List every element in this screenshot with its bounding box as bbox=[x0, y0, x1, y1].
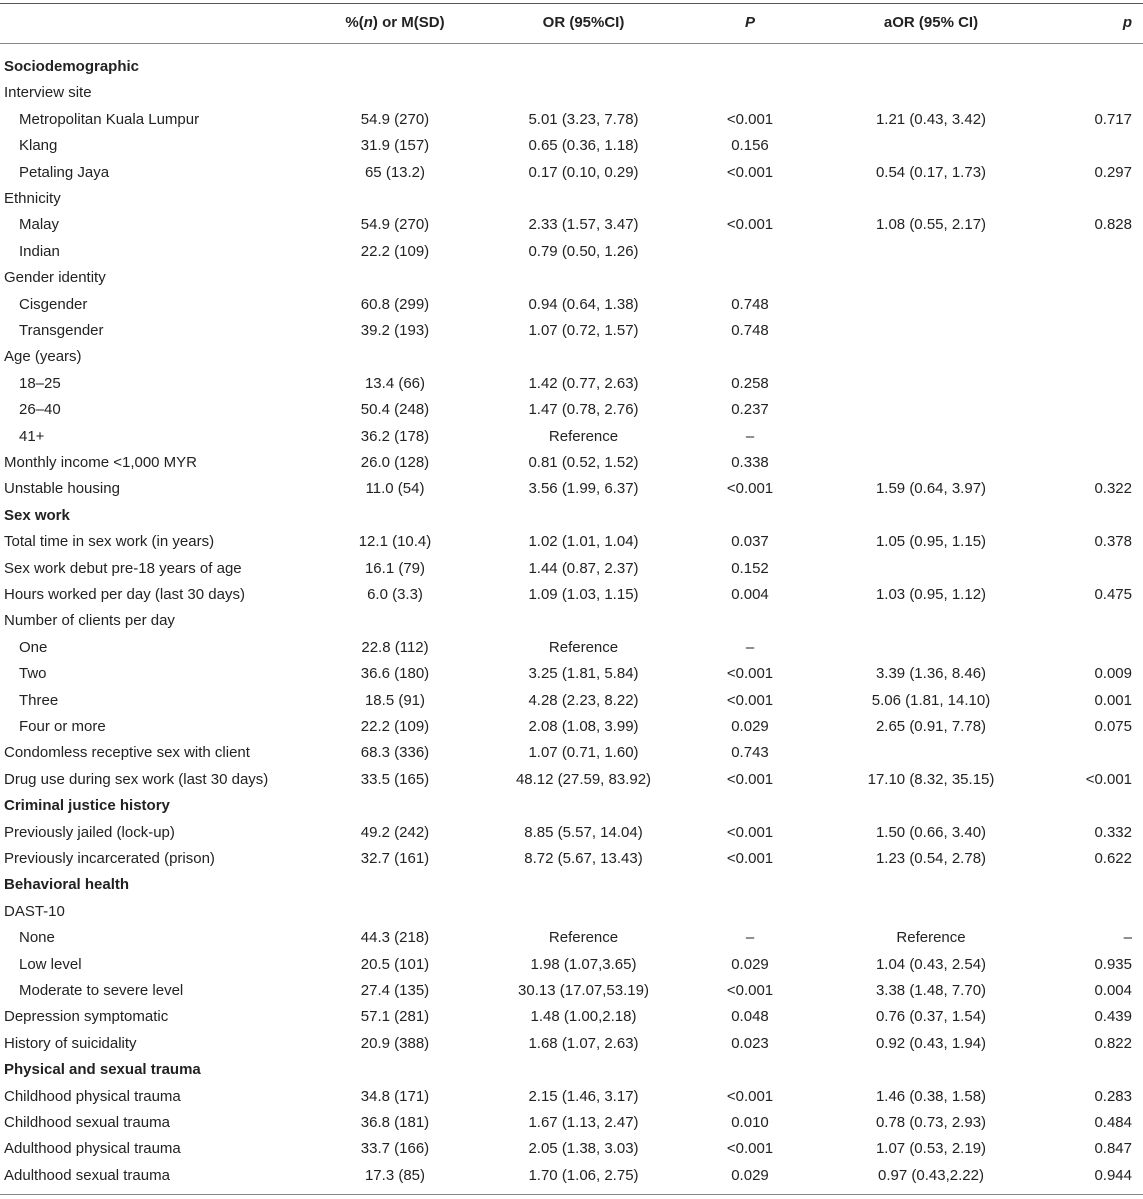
header-p-value: P bbox=[744, 14, 755, 31]
cell-or-ci: 2.15 (1.46, 3.17) bbox=[528, 1087, 639, 1105]
cell-aor-ci: 3.38 (1.48, 7.70) bbox=[875, 982, 987, 999]
cell-p-value: 0.748 bbox=[731, 322, 769, 339]
table-row bbox=[0, 476, 1143, 502]
cell-percent-n: 12.1 (10.4) bbox=[358, 533, 432, 551]
cell-percent-n: 36.6 (180) bbox=[360, 665, 430, 683]
cell-p-value: <0.001 bbox=[726, 665, 774, 683]
section-header-row bbox=[0, 503, 1143, 529]
cell-or-ci: Reference bbox=[548, 929, 619, 947]
cell-aor-ci: 0.76 (0.37, 1.54) bbox=[875, 1008, 987, 1026]
cell-p-value: 0.237 bbox=[731, 401, 769, 419]
row-label: Klang bbox=[19, 137, 58, 155]
table-row bbox=[0, 133, 1143, 159]
cell-aor-ci: 1.08 (0.55, 2.17) bbox=[875, 216, 987, 234]
cell-percent-n: 44.3 (218) bbox=[360, 929, 430, 947]
cell-percent-n: 36.2 (178) bbox=[360, 427, 430, 445]
row-label: Drug use during sex work (last 30 days) bbox=[4, 770, 269, 788]
table-row bbox=[0, 529, 1143, 555]
cell-or-ci: 1.98 (1.07,3.65) bbox=[530, 955, 637, 973]
table-row bbox=[0, 186, 1143, 212]
table-row bbox=[0, 107, 1143, 133]
row-label: Monthly income <1,000 MYR bbox=[4, 454, 198, 471]
row-label: Number of clients per day bbox=[4, 612, 175, 630]
cell-or-ci: 1.42 (0.77, 2.63) bbox=[528, 374, 639, 392]
table-row bbox=[0, 608, 1143, 634]
cell-or-ci: 48.12 (27.59, 83.92) bbox=[515, 770, 652, 788]
cell-adjusted-p: 0.717 bbox=[1094, 110, 1132, 128]
cell-or-ci: 8.72 (5.67, 13.43) bbox=[524, 850, 643, 867]
cell-or-ci: Reference bbox=[548, 638, 619, 656]
table-row bbox=[0, 212, 1143, 238]
cell-p-value: <0.001 bbox=[726, 823, 774, 841]
cell-percent-n: 34.8 (171) bbox=[360, 1087, 430, 1105]
cell-or-ci: Reference bbox=[548, 427, 619, 445]
cell-adjusted-p: 0.332 bbox=[1094, 823, 1132, 841]
cell-percent-n: 26.0 (128) bbox=[360, 454, 430, 471]
cell-or-ci: 1.09 (1.03, 1.15) bbox=[528, 586, 639, 603]
cell-p-value: 0.258 bbox=[731, 374, 769, 392]
header-rule bbox=[0, 43, 1143, 44]
header-percent-suffix: ) or M(SD) bbox=[372, 14, 445, 31]
cell-adjusted-p: – bbox=[1123, 929, 1132, 947]
row-label: Condomless receptive sex with client bbox=[4, 744, 250, 762]
cell-p-value: 0.152 bbox=[731, 559, 769, 577]
cell-or-ci: 0.79 (0.50, 1.26) bbox=[528, 242, 639, 260]
row-label: Hours worked per day (last 30 days) bbox=[4, 586, 245, 603]
row-label: 26–40 bbox=[19, 401, 61, 419]
cell-p-value: 0.338 bbox=[731, 454, 769, 471]
cell-or-ci: 1.48 (1.00,2.18) bbox=[530, 1008, 637, 1026]
cell-aor-ci: 5.06 (1.81, 14.10) bbox=[871, 691, 991, 709]
table-row bbox=[0, 767, 1143, 793]
cell-p-value: <0.001 bbox=[726, 850, 774, 867]
cell-aor-ci: 3.39 (1.36, 8.46) bbox=[875, 665, 987, 683]
table-row bbox=[0, 1004, 1143, 1030]
cell-aor-ci: 1.50 (0.66, 3.40) bbox=[875, 823, 987, 841]
table-row bbox=[0, 265, 1143, 291]
table-row bbox=[0, 80, 1143, 106]
cell-aor-ci: 1.59 (0.64, 3.97) bbox=[875, 480, 987, 498]
row-label: Transgender bbox=[19, 322, 104, 339]
cell-p-value: 0.029 bbox=[731, 1166, 769, 1184]
table-top-rule bbox=[0, 3, 1143, 4]
cell-percent-n: 11.0 (54) bbox=[365, 480, 425, 498]
cell-aor-ci: 1.04 (0.43, 2.54) bbox=[875, 955, 987, 973]
row-label: Interview site bbox=[4, 84, 92, 102]
row-label: Metropolitan Kuala Lumpur bbox=[19, 110, 200, 128]
cell-adjusted-p: 0.004 bbox=[1094, 982, 1132, 999]
row-label: Age (years) bbox=[4, 348, 82, 366]
cell-percent-n: 16.1 (79) bbox=[364, 559, 426, 577]
cell-p-value: 0.748 bbox=[731, 295, 769, 313]
cell-or-ci: 30.13 (17.07,53.19) bbox=[518, 982, 649, 999]
cell-adjusted-p: 0.001 bbox=[1094, 691, 1132, 709]
cell-or-ci: 1.02 (1.01, 1.04) bbox=[528, 533, 639, 551]
row-label: Depression symptomatic bbox=[4, 1008, 169, 1026]
cell-p-value: – bbox=[745, 929, 755, 947]
cell-aor-ci: 0.97 (0.43,2.22) bbox=[878, 1166, 984, 1184]
table-row bbox=[0, 952, 1143, 978]
cell-adjusted-p: 0.622 bbox=[1094, 850, 1132, 867]
row-label: Adulthood physical trauma bbox=[4, 1140, 181, 1158]
row-label: Petaling Jaya bbox=[19, 163, 110, 181]
cell-adjusted-p: 0.935 bbox=[1094, 955, 1132, 973]
cell-p-value: 0.029 bbox=[731, 718, 769, 735]
row-label: Ethnicity bbox=[4, 190, 61, 207]
row-label: Total time in sex work (in years) bbox=[4, 533, 215, 551]
cell-adjusted-p: 0.378 bbox=[1094, 533, 1132, 551]
cell-or-ci: 1.67 (1.13, 2.47) bbox=[528, 1114, 639, 1131]
cell-p-value: <0.001 bbox=[726, 480, 774, 498]
cell-percent-n: 18.5 (91) bbox=[364, 691, 426, 709]
cell-aor-ci: 1.05 (0.95, 1.15) bbox=[875, 533, 987, 551]
table-row bbox=[0, 714, 1143, 740]
row-label: DAST-10 bbox=[4, 902, 65, 920]
table-row bbox=[0, 978, 1143, 1004]
cell-aor-ci: 2.65 (0.91, 7.78) bbox=[875, 718, 987, 735]
header-percent-prefix: %( bbox=[345, 14, 364, 31]
cell-or-ci: 2.33 (1.57, 3.47) bbox=[528, 216, 639, 234]
row-label: Previously incarcerated (prison) bbox=[4, 850, 215, 867]
cell-percent-n: 32.7 (161) bbox=[360, 850, 430, 867]
row-label: Gender identity bbox=[4, 269, 106, 287]
cell-p-value: <0.001 bbox=[726, 770, 774, 788]
cell-percent-n: 31.9 (157) bbox=[360, 137, 430, 155]
row-label: One bbox=[19, 638, 48, 656]
table-row bbox=[0, 1084, 1143, 1110]
row-label: 18–25 bbox=[19, 374, 61, 392]
cell-adjusted-p: 0.847 bbox=[1094, 1140, 1132, 1158]
cell-percent-n: 60.8 (299) bbox=[360, 295, 430, 313]
cell-p-value: <0.001 bbox=[726, 163, 774, 181]
cell-percent-n: 33.5 (165) bbox=[360, 770, 430, 788]
cell-adjusted-p: 0.439 bbox=[1094, 1008, 1132, 1026]
cell-adjusted-p: 0.484 bbox=[1094, 1114, 1132, 1131]
table-row bbox=[0, 899, 1143, 925]
row-label: Sex work debut pre-18 years of age bbox=[4, 559, 242, 577]
row-label: Three bbox=[19, 691, 59, 709]
cell-adjusted-p: 0.828 bbox=[1094, 216, 1132, 234]
cell-p-value: 0.010 bbox=[731, 1114, 769, 1131]
cell-p-value: 0.029 bbox=[731, 955, 769, 973]
row-label: Malay bbox=[19, 216, 60, 234]
table-row bbox=[0, 1136, 1143, 1162]
cell-or-ci: 2.05 (1.38, 3.03) bbox=[528, 1140, 639, 1158]
table-row bbox=[0, 1031, 1143, 1057]
cell-or-ci: 8.85 (5.57, 14.04) bbox=[524, 823, 643, 841]
cell-or-ci: 1.44 (0.87, 2.37) bbox=[528, 559, 639, 577]
section-header-row bbox=[0, 1057, 1143, 1083]
cell-percent-n: 22.8 (112) bbox=[361, 638, 429, 656]
row-label: Moderate to severe level bbox=[19, 982, 184, 999]
cell-adjusted-p: 0.475 bbox=[1094, 586, 1132, 603]
table-row bbox=[0, 160, 1143, 186]
cell-aor-ci: Reference bbox=[896, 929, 966, 947]
cell-percent-n: 54.9 (270) bbox=[360, 216, 430, 234]
table-row bbox=[0, 239, 1143, 265]
table-bottom-rule bbox=[0, 1194, 1143, 1195]
row-label: Sociodemographic bbox=[4, 58, 140, 75]
header-percent-n bbox=[300, 10, 490, 36]
row-label: Low level bbox=[19, 955, 82, 973]
cell-adjusted-p: 0.297 bbox=[1094, 163, 1132, 181]
row-label: Cisgender bbox=[19, 295, 88, 313]
cell-or-ci: 1.07 (0.71, 1.60) bbox=[528, 744, 639, 762]
cell-adjusted-p: 0.322 bbox=[1094, 480, 1132, 498]
cell-p-value: – bbox=[745, 427, 755, 445]
cell-aor-ci: 1.03 (0.95, 1.12) bbox=[875, 586, 987, 603]
cell-or-ci: 5.01 (3.23, 7.78) bbox=[528, 110, 639, 128]
cell-percent-n: 54.9 (270) bbox=[360, 110, 430, 128]
table-row bbox=[0, 450, 1143, 476]
table-row bbox=[0, 424, 1143, 450]
table-row bbox=[0, 846, 1143, 872]
row-label: Indian bbox=[19, 242, 60, 260]
cell-or-ci: 4.28 (2.23, 8.22) bbox=[528, 691, 639, 709]
cell-aor-ci: 1.21 (0.43, 3.42) bbox=[875, 110, 987, 128]
cell-percent-n: 6.0 (3.3) bbox=[367, 586, 423, 603]
row-label: History of suicidality bbox=[4, 1034, 137, 1052]
table-row bbox=[0, 925, 1143, 951]
cell-adjusted-p: 0.075 bbox=[1094, 718, 1132, 735]
cell-or-ci: 0.81 (0.52, 1.52) bbox=[528, 454, 639, 471]
row-label: Four or more bbox=[19, 718, 106, 735]
cell-or-ci: 1.07 (0.72, 1.57) bbox=[528, 322, 639, 339]
row-label: Behavioral health bbox=[4, 876, 130, 894]
cell-p-value: 0.156 bbox=[731, 137, 769, 155]
cell-percent-n: 27.4 (135) bbox=[360, 982, 430, 999]
cell-adjusted-p: 0.283 bbox=[1094, 1087, 1132, 1105]
cell-percent-n: 20.5 (101) bbox=[360, 955, 430, 973]
section-header-row bbox=[0, 54, 1143, 80]
table-row bbox=[0, 1163, 1143, 1189]
cell-or-ci: 3.25 (1.81, 5.84) bbox=[528, 665, 639, 683]
table-row bbox=[0, 397, 1143, 423]
cell-or-ci: 0.65 (0.36, 1.18) bbox=[528, 137, 639, 155]
cell-p-value: 0.023 bbox=[731, 1034, 769, 1052]
cell-aor-ci: 0.92 (0.43, 1.94) bbox=[875, 1034, 987, 1052]
row-label: None bbox=[19, 929, 55, 947]
header-n-italic: n bbox=[363, 14, 373, 31]
cell-or-ci: 2.08 (1.08, 3.99) bbox=[528, 718, 639, 735]
cell-or-ci: 0.94 (0.64, 1.38) bbox=[528, 295, 639, 313]
cell-percent-n: 33.7 (166) bbox=[360, 1140, 430, 1158]
row-label: Physical and sexual trauma bbox=[4, 1061, 201, 1079]
cell-p-value: <0.001 bbox=[726, 216, 774, 234]
row-label: Two bbox=[19, 665, 47, 683]
cell-p-value: <0.001 bbox=[726, 110, 774, 128]
section-header-row bbox=[0, 872, 1143, 898]
cell-p-value: <0.001 bbox=[726, 1087, 774, 1105]
cell-aor-ci: 1.46 (0.38, 1.58) bbox=[875, 1087, 987, 1105]
cell-p-value: <0.001 bbox=[726, 691, 774, 709]
cell-p-value: 0.037 bbox=[731, 533, 769, 551]
cell-or-ci: 3.56 (1.99, 6.37) bbox=[528, 480, 639, 498]
table-row bbox=[0, 1110, 1143, 1136]
cell-percent-n: 57.1 (281) bbox=[360, 1008, 430, 1026]
cell-p-value: <0.001 bbox=[726, 1140, 774, 1158]
table-row bbox=[0, 740, 1143, 766]
cell-adjusted-p: 0.822 bbox=[1094, 1034, 1132, 1052]
cell-or-ci: 1.47 (0.78, 2.76) bbox=[528, 401, 639, 419]
row-label: Sex work bbox=[4, 506, 70, 524]
cell-percent-n: 39.2 (193) bbox=[360, 322, 430, 339]
row-label: Childhood physical trauma bbox=[4, 1087, 181, 1105]
table-row bbox=[0, 292, 1143, 318]
cell-percent-n: 20.9 (388) bbox=[360, 1034, 430, 1052]
table-row bbox=[0, 661, 1143, 687]
cell-p-value: 0.048 bbox=[731, 1008, 769, 1026]
cell-adjusted-p: 0.944 bbox=[1094, 1166, 1132, 1184]
cell-percent-n: 36.8 (181) bbox=[360, 1114, 430, 1131]
row-label: 41+ bbox=[19, 427, 45, 445]
row-label: Childhood sexual trauma bbox=[4, 1114, 170, 1131]
header-adjusted-p: p bbox=[1122, 14, 1132, 31]
table-row bbox=[0, 344, 1143, 370]
header-or-ci: OR (95%CI) bbox=[542, 14, 625, 31]
table-row bbox=[0, 318, 1143, 344]
cell-aor-ci: 17.10 (8.32, 35.15) bbox=[867, 770, 995, 788]
cell-aor-ci: 0.78 (0.73, 2.93) bbox=[875, 1114, 987, 1131]
table-row bbox=[0, 556, 1143, 582]
cell-percent-n: 13.4 (66) bbox=[364, 374, 426, 392]
cell-or-ci: 1.70 (1.06, 2.75) bbox=[528, 1166, 639, 1184]
cell-aor-ci: 0.54 (0.17, 1.73) bbox=[875, 163, 987, 181]
row-label: Criminal justice history bbox=[4, 797, 170, 815]
cell-p-value: 0.743 bbox=[731, 744, 769, 762]
cell-or-ci: 1.68 (1.07, 2.63) bbox=[528, 1034, 639, 1052]
table-row bbox=[0, 635, 1143, 661]
cell-percent-n: 65 (13.2) bbox=[364, 163, 426, 181]
cell-adjusted-p: <0.001 bbox=[1085, 770, 1132, 788]
header-aor-ci: aOR (95% CI) bbox=[883, 14, 979, 31]
row-label: Adulthood sexual trauma bbox=[4, 1166, 170, 1184]
row-label: Unstable housing bbox=[4, 480, 120, 498]
table-row bbox=[0, 371, 1143, 397]
cell-percent-n: 68.3 (336) bbox=[360, 744, 430, 762]
cell-p-value: <0.001 bbox=[726, 982, 774, 999]
cell-percent-n: 50.4 (248) bbox=[360, 401, 430, 419]
cell-aor-ci: 1.23 (0.54, 2.78) bbox=[875, 850, 987, 867]
cell-percent-n: 17.3 (85) bbox=[364, 1166, 426, 1184]
cell-p-value: – bbox=[745, 638, 755, 656]
cell-aor-ci: 1.07 (0.53, 2.19) bbox=[875, 1140, 987, 1158]
table-row bbox=[0, 820, 1143, 846]
table-row bbox=[0, 582, 1143, 608]
cell-adjusted-p: 0.009 bbox=[1094, 665, 1132, 683]
table-row bbox=[0, 688, 1143, 714]
cell-or-ci: 0.17 (0.10, 0.29) bbox=[528, 163, 639, 181]
cell-p-value: 0.004 bbox=[731, 586, 769, 603]
cell-percent-n: 22.2 (109) bbox=[360, 718, 430, 735]
section-header-row bbox=[0, 793, 1143, 819]
row-label: Previously jailed (lock-up) bbox=[4, 823, 175, 841]
cell-percent-n: 49.2 (242) bbox=[360, 823, 430, 841]
cell-percent-n: 22.2 (109) bbox=[360, 242, 430, 260]
